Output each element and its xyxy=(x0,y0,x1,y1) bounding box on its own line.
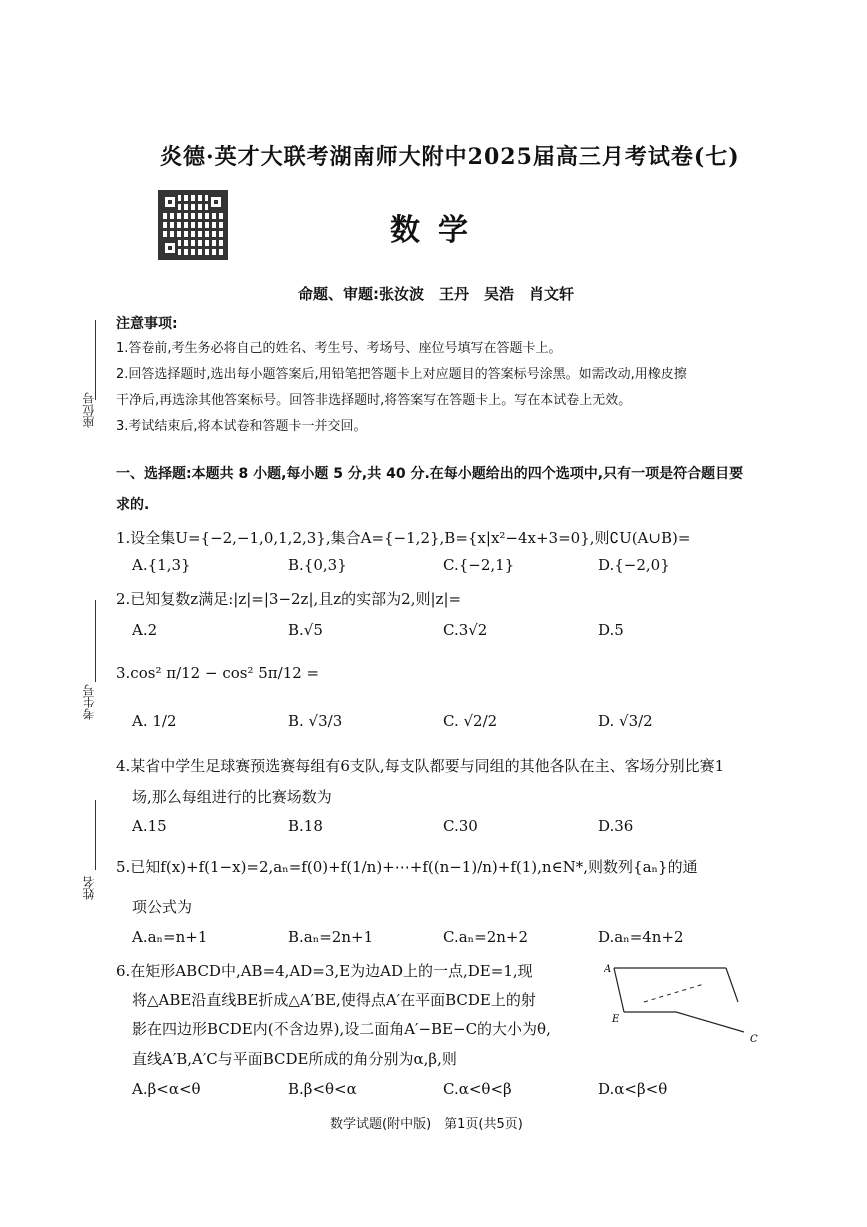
figure-dashed-edge xyxy=(644,984,704,1002)
subject-title: 数学 xyxy=(390,213,486,248)
option-b: B.β<θ<α xyxy=(288,1080,357,1098)
option-b: B. √3/3 xyxy=(288,712,343,730)
option-c: C.aₙ=2n+2 xyxy=(443,928,529,946)
side-label-examinee-no: 考生号 xyxy=(82,684,96,720)
figure-label-e: E xyxy=(612,1014,620,1025)
section-heading-cont: 求的. xyxy=(116,497,150,513)
option-a: A. 1/2 xyxy=(132,712,177,730)
option-b: B.{0,3} xyxy=(288,556,347,574)
geometry-figure xyxy=(604,960,764,1050)
question-4: 4.某省中学生足球赛预选赛每组有6支队,每支队都要与同组的其他各队在主、客场分别比赛1 xyxy=(116,757,725,775)
option-d: D.{−2,0} xyxy=(598,556,670,574)
option-a: A.15 xyxy=(132,817,167,835)
question-6: 6.在矩形ABCD中,AB=4,AD=3,E为边AD上的一点,DE=1,现 xyxy=(116,962,533,980)
option-a: A.aₙ=n+1 xyxy=(132,928,208,946)
option-c: C. √2/2 xyxy=(443,712,498,730)
option-c: C.{−2,1} xyxy=(443,556,515,574)
option-d: D.36 xyxy=(598,817,634,835)
note-line: 1.答卷前,考生务必将自己的姓名、考生号、考场号、座位号填写在答题卡上。 xyxy=(116,341,562,356)
note-line: 干净后,再选涂其他答案标号。回答非选择题时,将答案写在答题卡上。写在本试卷上无效。 xyxy=(116,393,632,408)
question-6-cont: 直线A′B,A′C与平面BCDE所成的角分别为α,β,则 xyxy=(132,1050,457,1068)
question-4-cont: 场,那么每组进行的比赛场数为 xyxy=(132,788,332,806)
figure-edge xyxy=(614,968,624,1012)
authors-line: 命题、审题:张汝波 王丹 吴浩 肖文轩 xyxy=(298,285,575,303)
question-1: 1.设全集U={−2,−1,0,1,2,3},集合A={−1,2},B={x|x²−4x+3=0},则∁U(A∪B)= xyxy=(116,529,691,547)
option-d: D.α<β<θ xyxy=(598,1080,668,1098)
option-d: D.5 xyxy=(598,621,624,639)
option-b: B.√5 xyxy=(288,621,323,639)
option-c: C.α<θ<β xyxy=(443,1080,512,1098)
question-6-cont: 将△ABE沿直线BE折成△A′BE,使得点A′在平面BCDE上的射 xyxy=(132,991,536,1009)
option-a: A.{1,3} xyxy=(132,556,191,574)
notes-title: 注意事项: xyxy=(116,316,178,332)
question-2: 2.已知复数z满足:|z|=|3−2z|,且z的实部为2,则|z|= xyxy=(116,590,462,608)
option-b: B.18 xyxy=(288,817,323,835)
side-label-name: 姓名 xyxy=(82,876,96,900)
exam-title: 炎德·英才大联考湖南师大附中2025届高三月考试卷(七) xyxy=(160,144,740,170)
side-label-seat: 座位号 xyxy=(82,392,96,428)
option-a: A.β<α<θ xyxy=(132,1080,201,1098)
option-c: C.3√2 xyxy=(443,621,488,639)
figure-label-c: C xyxy=(750,1034,758,1045)
option-b: B.aₙ=2n+1 xyxy=(288,928,374,946)
figure-edge xyxy=(676,1012,744,1032)
option-a: A.2 xyxy=(132,621,158,639)
note-line: 2.回答选择题时,选出每小题答案后,用铅笔把答题卡上对应题目的答案标号涂黑。如需改动,用橡皮擦 xyxy=(116,367,687,382)
section-heading: 一、选择题:本题共 8 小题,每小题 5 分,共 40 分.在每小题给出的四个选项中,只有一项是符合题目要 xyxy=(116,466,744,482)
figure-label-a: A xyxy=(604,964,612,975)
note-line: 3.考试结束后,将本试卷和答题卡一并交回。 xyxy=(116,419,367,434)
option-d: D.aₙ=4n+2 xyxy=(598,928,684,946)
option-d: D. √3/2 xyxy=(598,712,653,730)
option-c: C.30 xyxy=(443,817,478,835)
page-footer: 数学试题(附中版) 第1页(共5页) xyxy=(330,1117,523,1132)
question-5: 5.已知f(x)+f(1−x)=2,aₙ=f(0)+f(1/n)+⋯+f((n−1)/n)+f(1),n∈N*,则数列{aₙ}的通 xyxy=(116,858,698,876)
question-6-cont: 影在四边形BCDE内(不含边界),设二面角A′−BE−C的大小为θ, xyxy=(132,1020,551,1038)
qr-code-icon xyxy=(158,190,228,260)
question-5-cont: 项公式为 xyxy=(132,898,193,916)
question-3: 3.cos² π/12 − cos² 5π/12 = xyxy=(116,664,320,682)
figure-edge xyxy=(726,968,738,1002)
